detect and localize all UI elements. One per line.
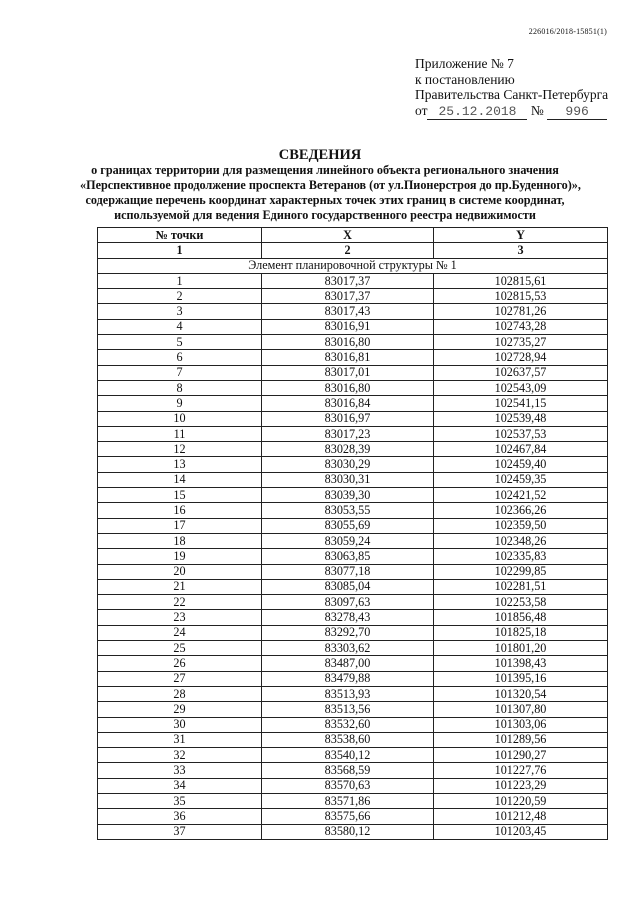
point-number-cell: 17 — [98, 518, 262, 533]
table-row — [98, 335, 608, 350]
table-row — [98, 442, 608, 457]
y-coordinate-cell: 101203,45 — [434, 824, 608, 839]
y-coordinate-cell: 102537,53 — [434, 426, 608, 441]
x-coordinate-cell: 83028,39 — [262, 442, 434, 457]
table-row — [98, 426, 608, 441]
table-row — [98, 671, 608, 686]
point-number-cell: 30 — [98, 717, 262, 732]
x-coordinate-cell: 83538,60 — [262, 732, 434, 747]
table-row — [98, 488, 608, 503]
table-row — [98, 411, 608, 426]
y-coordinate-cell: 102421,52 — [434, 488, 608, 503]
header-col-number-1: 1 — [98, 243, 262, 258]
document-registration-number: 226016/2018-15851(1) — [528, 27, 607, 36]
appendix-line-3: Правительства Санкт-Петербурга — [415, 87, 609, 102]
y-coordinate-cell: 102781,26 — [434, 304, 608, 319]
x-coordinate-cell: 83059,24 — [262, 533, 434, 548]
point-number-cell: 11 — [98, 426, 262, 441]
header-point-number: № точки — [98, 228, 262, 243]
y-coordinate-cell: 102539,48 — [434, 411, 608, 426]
y-coordinate-cell: 102348,26 — [434, 533, 608, 548]
x-coordinate-cell: 83513,56 — [262, 702, 434, 717]
table-row — [98, 396, 608, 411]
point-number-cell: 13 — [98, 457, 262, 472]
x-coordinate-cell: 83016,80 — [262, 380, 434, 395]
table-row — [98, 809, 608, 824]
point-number-cell: 33 — [98, 763, 262, 778]
subtitle-line-2: «Перспективное продолжение проспекта Ветеранов (от ул.Пионерстроя до пр.Буденного)», — [80, 178, 581, 192]
x-coordinate-cell: 83016,81 — [262, 350, 434, 365]
point-number-cell: 14 — [98, 472, 262, 487]
x-coordinate-cell: 83030,31 — [262, 472, 434, 487]
subtitle-line-1: о границах территории для размещения линейного объекта регионального значения — [91, 163, 559, 177]
table-row — [98, 641, 608, 656]
table-row — [98, 273, 608, 288]
appendix-block — [415, 56, 608, 120]
y-coordinate-cell: 101825,18 — [434, 625, 608, 640]
point-number-cell: 4 — [98, 319, 262, 334]
point-number-cell: 18 — [98, 533, 262, 548]
resolution-number: 996 — [547, 104, 607, 121]
number-prefix: № — [530, 102, 544, 118]
x-coordinate-cell: 83540,12 — [262, 748, 434, 763]
table-row — [98, 610, 608, 625]
table-row — [98, 304, 608, 319]
table-row — [98, 824, 608, 839]
table-row — [98, 686, 608, 701]
x-coordinate-cell: 83016,80 — [262, 335, 434, 350]
point-number-cell: 5 — [98, 335, 262, 350]
y-coordinate-cell: 101220,59 — [434, 793, 608, 808]
point-number-cell: 9 — [98, 396, 262, 411]
x-coordinate-cell: 83039,30 — [262, 488, 434, 503]
point-number-cell: 35 — [98, 793, 262, 808]
point-number-cell: 23 — [98, 610, 262, 625]
resolution-date: 25.12.2018 — [427, 104, 527, 121]
y-coordinate-cell: 101223,29 — [434, 778, 608, 793]
table-row — [98, 625, 608, 640]
point-number-cell: 24 — [98, 625, 262, 640]
table-row — [98, 503, 608, 518]
point-number-cell: 10 — [98, 411, 262, 426]
point-number-cell: 25 — [98, 641, 262, 656]
x-coordinate-cell: 83568,59 — [262, 763, 434, 778]
y-coordinate-cell: 102743,28 — [434, 319, 608, 334]
x-coordinate-cell: 83570,63 — [262, 778, 434, 793]
point-number-cell: 22 — [98, 595, 262, 610]
x-coordinate-cell: 83571,86 — [262, 793, 434, 808]
table-row — [98, 717, 608, 732]
x-coordinate-cell: 83085,04 — [262, 579, 434, 594]
table-row — [98, 656, 608, 671]
table-row — [98, 457, 608, 472]
x-coordinate-cell: 83063,85 — [262, 549, 434, 564]
x-coordinate-cell: 83097,63 — [262, 595, 434, 610]
table-row — [98, 472, 608, 487]
appendix-date-line — [415, 103, 608, 121]
header-number-row — [98, 243, 608, 258]
table-row — [98, 380, 608, 395]
point-number-cell: 32 — [98, 748, 262, 763]
point-number-cell: 20 — [98, 564, 262, 579]
y-coordinate-cell: 101227,76 — [434, 763, 608, 778]
table-row — [98, 549, 608, 564]
y-coordinate-cell: 102735,27 — [434, 335, 608, 350]
y-coordinate-cell: 101395,16 — [434, 671, 608, 686]
y-coordinate-cell: 101307,80 — [434, 702, 608, 717]
x-coordinate-cell: 83017,23 — [262, 426, 434, 441]
appendix-line-1: Приложение № 7 — [415, 56, 514, 71]
header-y: Y — [434, 228, 608, 243]
x-coordinate-cell: 83017,43 — [262, 304, 434, 319]
table-row — [98, 579, 608, 594]
table-row — [98, 319, 608, 334]
table-row — [98, 350, 608, 365]
point-number-cell: 31 — [98, 732, 262, 747]
point-number-cell: 16 — [98, 503, 262, 518]
table-row — [98, 778, 608, 793]
x-coordinate-cell: 83017,01 — [262, 365, 434, 380]
table-row — [98, 732, 608, 747]
header-row — [98, 228, 608, 243]
y-coordinate-cell: 102299,85 — [434, 564, 608, 579]
y-coordinate-cell: 102359,50 — [434, 518, 608, 533]
point-number-cell: 26 — [98, 656, 262, 671]
x-coordinate-cell: 83017,37 — [262, 289, 434, 304]
y-coordinate-cell: 102366,26 — [434, 503, 608, 518]
point-number-cell: 27 — [98, 671, 262, 686]
table-row — [98, 289, 608, 304]
y-coordinate-cell: 101212,48 — [434, 809, 608, 824]
y-coordinate-cell: 102459,40 — [434, 457, 608, 472]
point-number-cell: 8 — [98, 380, 262, 395]
date-prefix: от — [415, 102, 428, 118]
y-coordinate-cell: 102335,83 — [434, 549, 608, 564]
y-coordinate-cell: 102728,94 — [434, 350, 608, 365]
table-row — [98, 793, 608, 808]
section-row — [98, 258, 608, 273]
y-coordinate-cell: 101320,54 — [434, 686, 608, 701]
document-title: СВЕДЕНИЯ — [278, 147, 362, 163]
y-coordinate-cell: 101398,43 — [434, 656, 608, 671]
point-number-cell: 29 — [98, 702, 262, 717]
header-col-number-2: 2 — [262, 243, 434, 258]
y-coordinate-cell: 102253,58 — [434, 595, 608, 610]
point-number-cell: 6 — [98, 350, 262, 365]
section-label: Элемент планировочной структуры № 1 — [98, 258, 608, 273]
y-coordinate-cell: 102467,84 — [434, 442, 608, 457]
point-number-cell: 36 — [98, 809, 262, 824]
x-coordinate-cell: 83053,55 — [262, 503, 434, 518]
y-coordinate-cell: 101289,56 — [434, 732, 608, 747]
point-number-cell: 34 — [98, 778, 262, 793]
header-x: X — [262, 228, 434, 243]
y-coordinate-cell: 101801,20 — [434, 641, 608, 656]
x-coordinate-cell: 83016,91 — [262, 319, 434, 334]
table-row — [98, 365, 608, 380]
document-subtitle — [80, 163, 581, 223]
x-coordinate-cell: 83016,84 — [262, 396, 434, 411]
appendix-line-2: к постановлению — [415, 71, 515, 87]
subtitle-line-3: содержащие перечень координат характерных точек этих границ в системе координат, — [85, 193, 565, 207]
coordinates-table — [97, 227, 608, 840]
x-coordinate-cell: 83303,62 — [262, 641, 434, 656]
y-coordinate-cell: 101303,06 — [434, 717, 608, 732]
point-number-cell: 28 — [98, 686, 262, 701]
x-coordinate-cell: 83055,69 — [262, 518, 434, 533]
header-col-number-3: 3 — [434, 243, 608, 258]
point-number-cell: 12 — [98, 442, 262, 457]
table-row — [98, 564, 608, 579]
point-number-cell: 15 — [98, 488, 262, 503]
point-number-cell: 2 — [98, 289, 262, 304]
x-coordinate-cell: 83278,43 — [262, 610, 434, 625]
point-number-cell: 21 — [98, 579, 262, 594]
x-coordinate-cell: 83479,88 — [262, 671, 434, 686]
y-coordinate-cell: 101290,27 — [434, 748, 608, 763]
y-coordinate-cell: 102541,15 — [434, 396, 608, 411]
point-number-cell: 7 — [98, 365, 262, 380]
y-coordinate-cell: 102459,35 — [434, 472, 608, 487]
x-coordinate-cell: 83030,29 — [262, 457, 434, 472]
y-coordinate-cell: 102543,09 — [434, 380, 608, 395]
x-coordinate-cell: 83513,93 — [262, 686, 434, 701]
table-row — [98, 702, 608, 717]
table-row — [98, 763, 608, 778]
x-coordinate-cell: 83017,37 — [262, 273, 434, 288]
x-coordinate-cell: 83077,18 — [262, 564, 434, 579]
x-coordinate-cell: 83016,97 — [262, 411, 434, 426]
table-row — [98, 748, 608, 763]
table-row — [98, 518, 608, 533]
point-number-cell: 3 — [98, 304, 262, 319]
subtitle-line-4: используемой для ведения Единого государственного реестра недвижимости — [114, 208, 536, 222]
point-number-cell: 37 — [98, 824, 262, 839]
y-coordinate-cell: 102815,53 — [434, 289, 608, 304]
point-number-cell: 1 — [98, 273, 262, 288]
table-row — [98, 595, 608, 610]
table-row — [98, 533, 608, 548]
x-coordinate-cell: 83580,12 — [262, 824, 434, 839]
y-coordinate-cell: 102281,51 — [434, 579, 608, 594]
x-coordinate-cell: 83292,70 — [262, 625, 434, 640]
x-coordinate-cell: 83532,60 — [262, 717, 434, 732]
x-coordinate-cell: 83575,66 — [262, 809, 434, 824]
point-number-cell: 19 — [98, 549, 262, 564]
y-coordinate-cell: 102815,61 — [434, 273, 608, 288]
y-coordinate-cell: 102637,57 — [434, 365, 608, 380]
x-coordinate-cell: 83487,00 — [262, 656, 434, 671]
y-coordinate-cell: 101856,48 — [434, 610, 608, 625]
